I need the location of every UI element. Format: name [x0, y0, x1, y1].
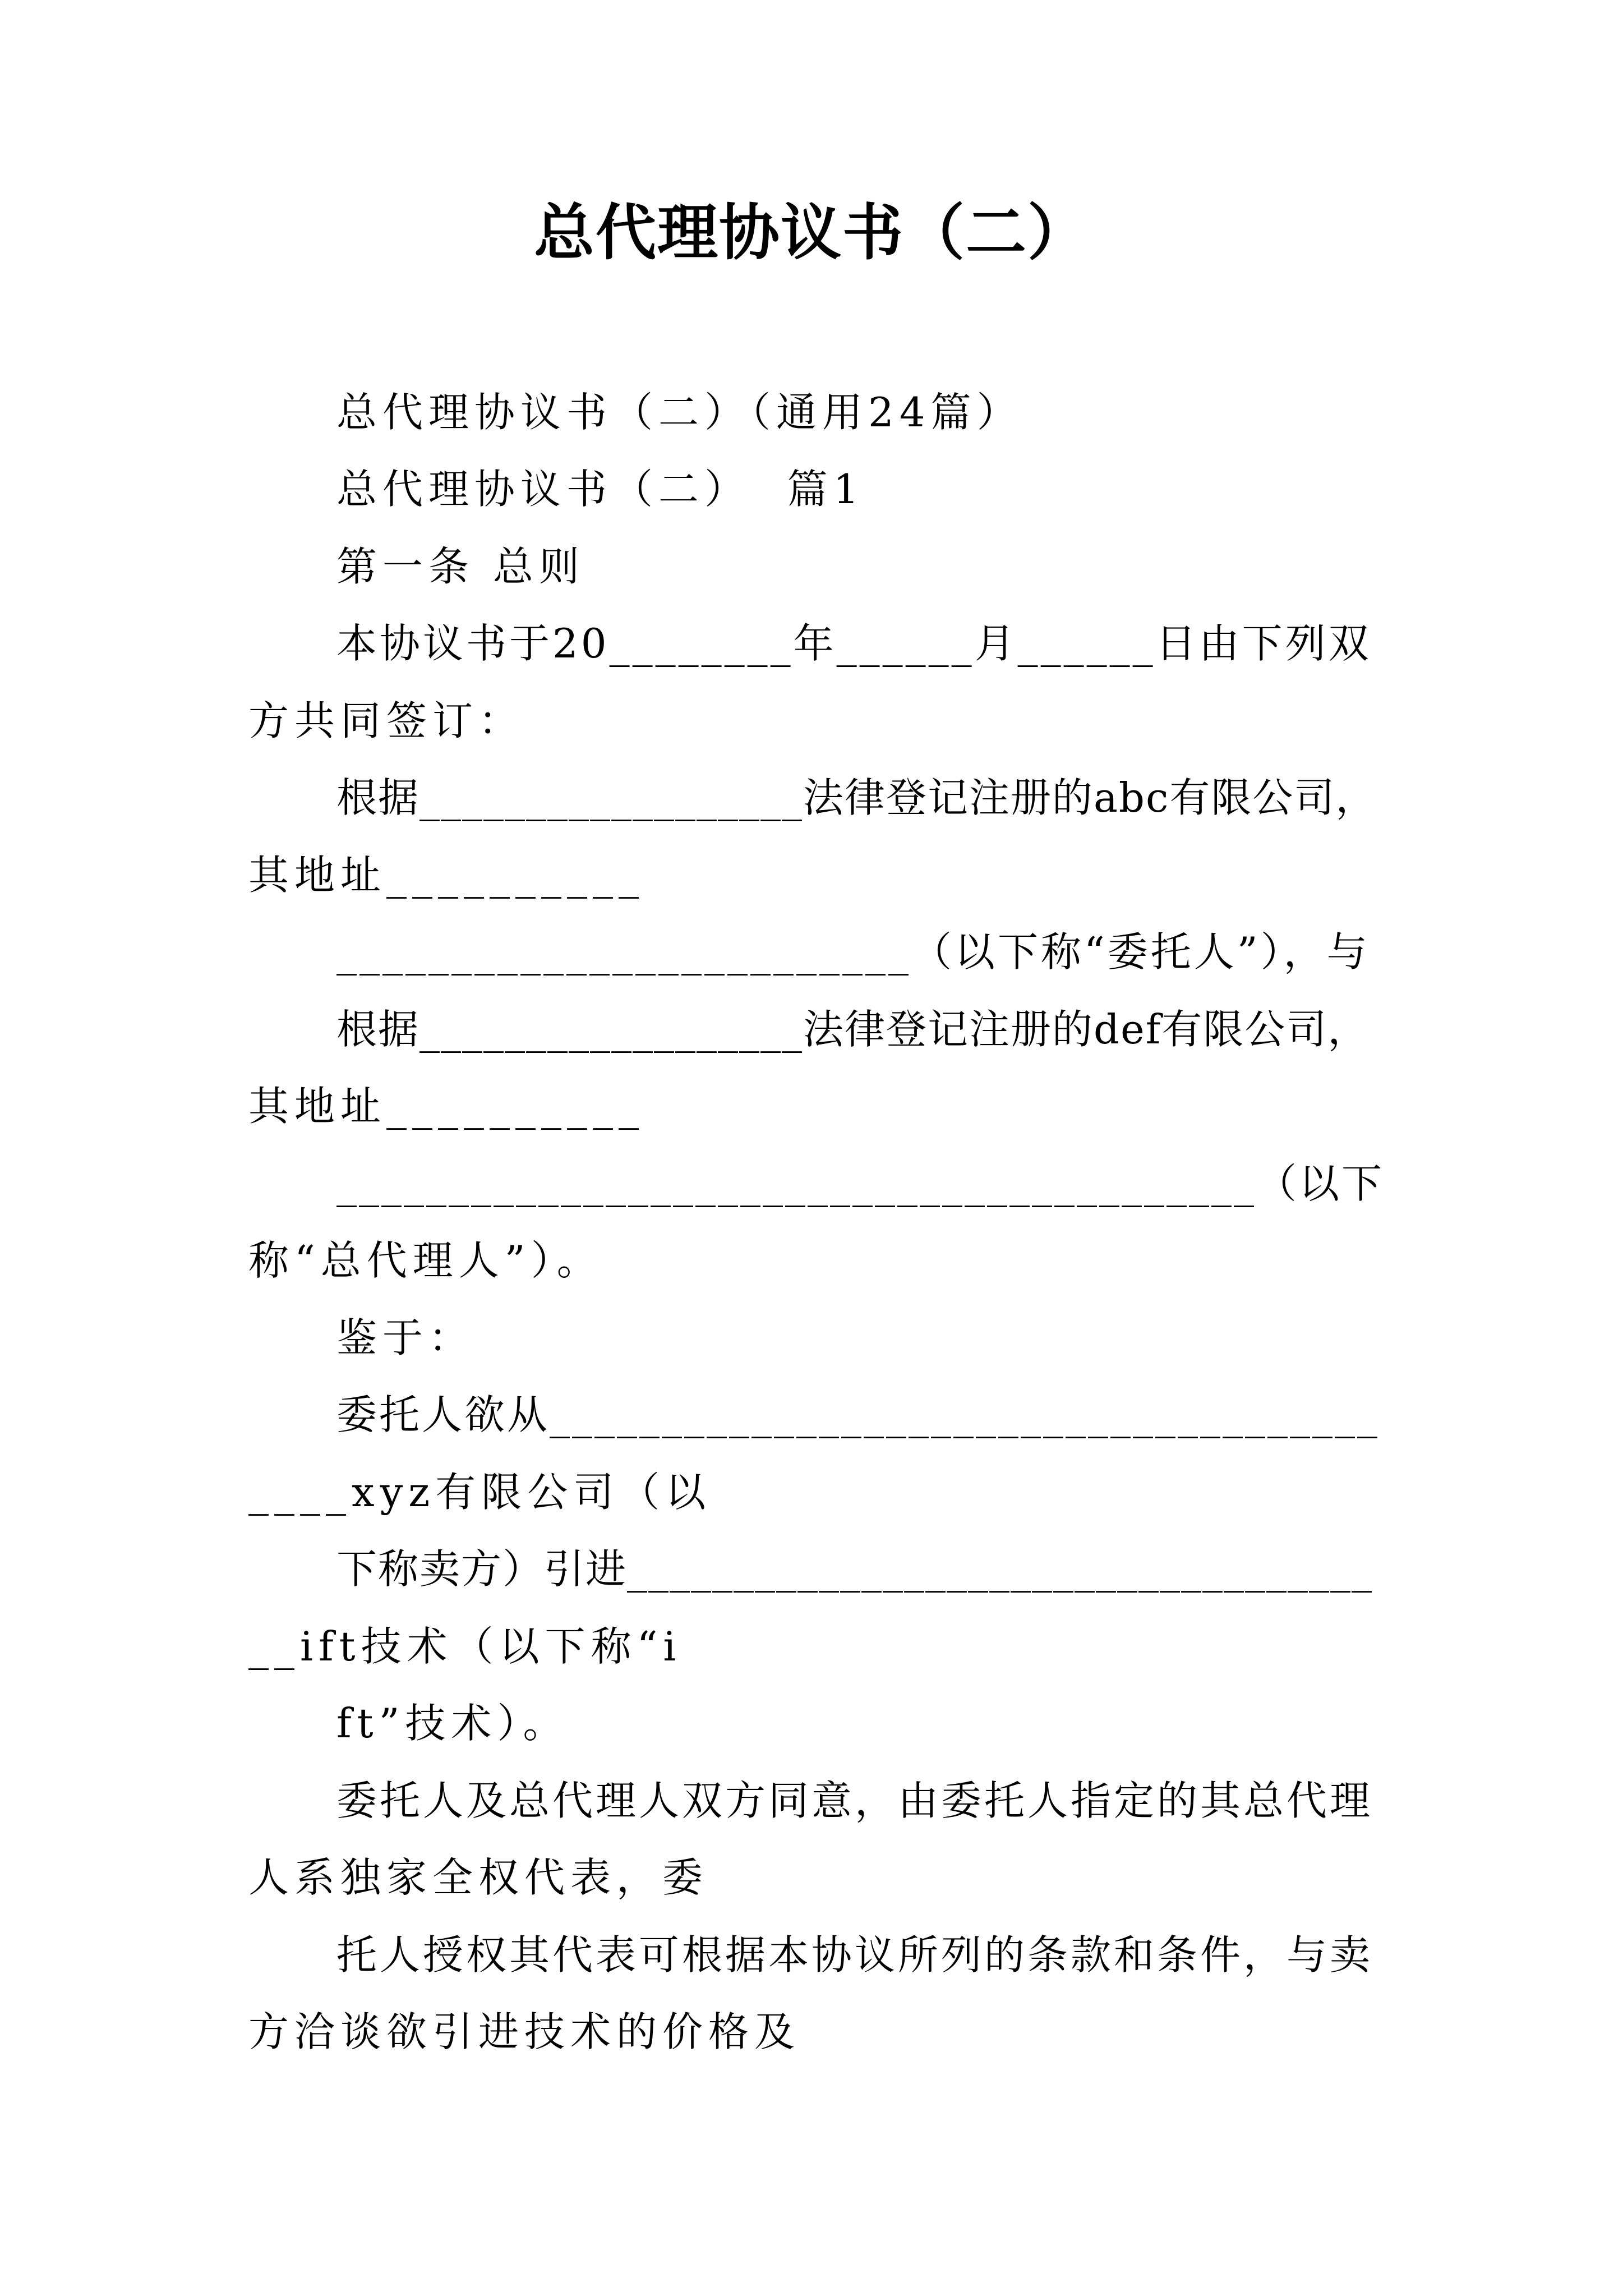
paragraph-line: __ift技术（以下称“i [248, 1623, 682, 1670]
section-heading: 总代理协议书（二） 篇1 [336, 466, 865, 513]
paragraph-line: _________________________（以下称“委托人”），与 [336, 928, 1370, 976]
article-heading: 第一条 总则 [336, 543, 585, 590]
paragraph-line: 托人授权其代表可根据本协议所列的条款和条件，与卖 [336, 1931, 1373, 1978]
paragraph-line: 方洽谈欲引进技术的价格及 [248, 2008, 801, 2055]
paragraph-line: 下称卖方）引进___________________________________ [336, 1545, 1373, 1593]
paragraph-line: 本协议书于20________年______月______日由下列双 [336, 620, 1372, 667]
paragraph-line: 根据__________________法律登记注册的abc有限公司， [336, 774, 1377, 821]
paragraph-line: 方共同签订： [248, 697, 525, 744]
paragraph-line: 根据__________________法律登记注册的def有限公司， [336, 1006, 1370, 1053]
paragraph-line: ____xyz有限公司（以 [248, 1469, 712, 1516]
paragraph-line: ft”技术）。 [336, 1700, 569, 1747]
paragraph-line: 人系独家全权代表，委 [248, 1854, 709, 1901]
paragraph-line: 鉴于： [336, 1314, 475, 1361]
paragraph-line: _________________________________________（以下 [336, 1160, 1385, 1207]
paragraph-line: 称“总代理人”）。 [248, 1237, 603, 1284]
paragraph-line: 其地址__________ [248, 852, 645, 899]
subtitle-line: 总代理协议书（二）（通用24篇） [336, 389, 1023, 436]
document-title: 总代理协议书（二） [533, 197, 1089, 268]
paragraph-line: 其地址__________ [248, 1083, 645, 1130]
paragraph-line: 委托人欲从_____________________________________ [336, 1391, 1380, 1438]
paragraph-line: 委托人及总代理人双方同意，由委托人指定的其总代理 [336, 1777, 1373, 1824]
